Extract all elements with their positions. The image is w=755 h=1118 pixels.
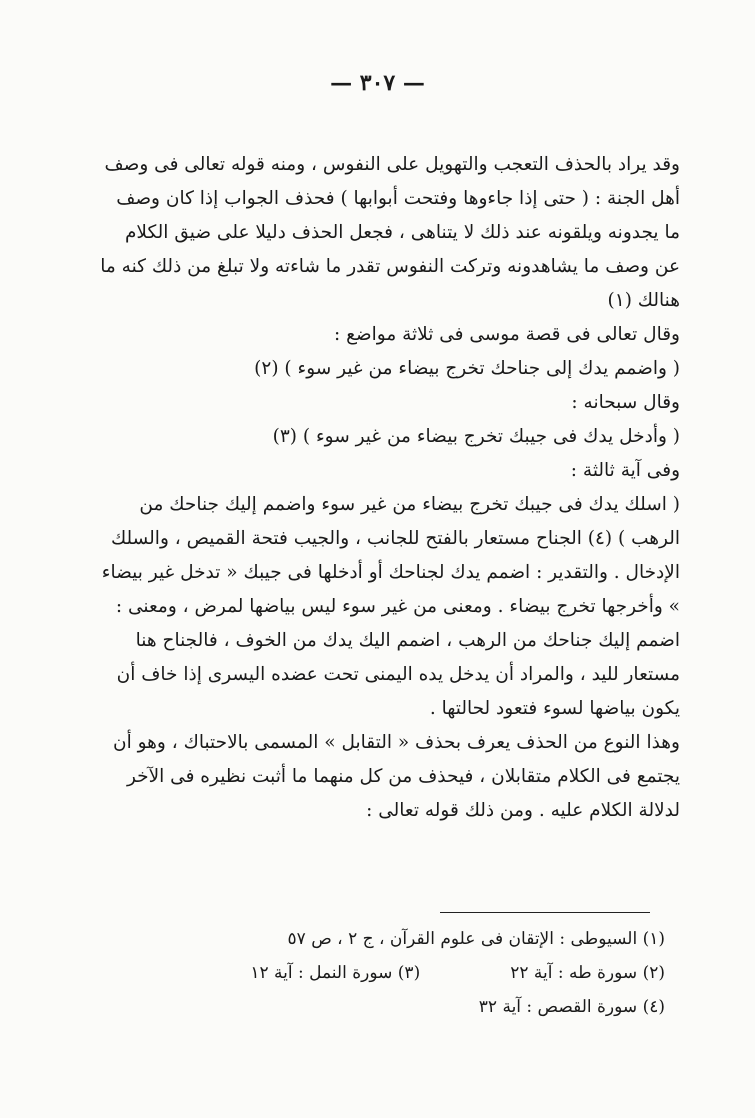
footnote-row-2-3 (120, 956, 665, 990)
footnote-divider (440, 912, 650, 913)
verse-naml: ( وأدخل يدك فى جيبك تخرج بيضاء من غير سوء ) (٣) (272, 426, 680, 447)
paragraph-third-verse: وفى آية ثالثة : (570, 460, 680, 481)
footnotes (120, 922, 665, 1024)
footnote-1: (١) السيوطى : الإتقان فى علوم القرآن ، ج ٢ ، ص ٥٧ (287, 929, 665, 949)
paragraph-subhanahu: وقال سبحانه : (571, 392, 680, 413)
paragraph-ellipsis: وقد يراد بالحذف التعجب والتهويل على النفوس ، ومنه قوله تعالى فى وصف أهل الجنة : ( حتى إذا جاءوها وفتحت أبوابها ) فحذف الجواب إذا كان وصف ما يجدونه ويلقونه عند ذلك لا يتناهى ، فجعل الحذف دليلا على ضيق الكلام عن وصف ما يشاهدونه وتركت النفوس تقدر ما شاءته ولا تبلغ من ذلك كنه ما هنالك (١) (100, 154, 680, 311)
paragraph-moses-intro: وقال تعالى فى قصة موسى فى ثلاثة مواضع : (333, 324, 680, 345)
page-number: — ٣٠٧ — (330, 70, 425, 96)
verse-qasas-commentary: ( اسلك يدك فى جيبك تخرج بيضاء من غير سوء واضمم إليك جناحك من الرهب ) (٤) الجناح مستعار بالفتح للجانب ، والجيب فتحة القميص ، والسلك الإدخال . والتقدير : اضمم يدك لجناحك أو أدخلها فى جيبك « تدخل غير بيضاء » وأخرجها تخرج بيضاء . ومعنى من غير سوء ليس بياضها لمرض ، ومعنى : اضمم إليك جناحك من الرهب ، اضمم اليك يدك من الخوف ، فالجناح هنا مستعار لليد ، والمراد أن يدخل يده اليمنى تحت عضده اليسرى إذا خاف أن يكون بياضها لسوء فتعود لحالتها . (101, 494, 680, 719)
main-text (100, 148, 705, 828)
verse-taha: ( واضمم يدك إلى جناحك تخرج بيضاء من غير سوء ) (٢) (254, 358, 680, 379)
paragraph-ihtibak: وهذا النوع من الحذف يعرف بحذف « التقابل » المسمى بالاحتباك ، وهو أن يجتمع فى الكلام متقابلان ، فيحذف من كل منهما ما أثبت نظيره فى الآخر لدلالة الكلام عليه . ومن ذلك قوله تعالى : (113, 732, 680, 821)
footnote-2: (٢) سورة طه : آية ٢٢ (510, 963, 665, 983)
footnote-3: (٣) سورة النمل : آية ١٢ (250, 963, 421, 983)
footnote-4: (٤) سورة القصص : آية ٣٢ (478, 997, 665, 1017)
